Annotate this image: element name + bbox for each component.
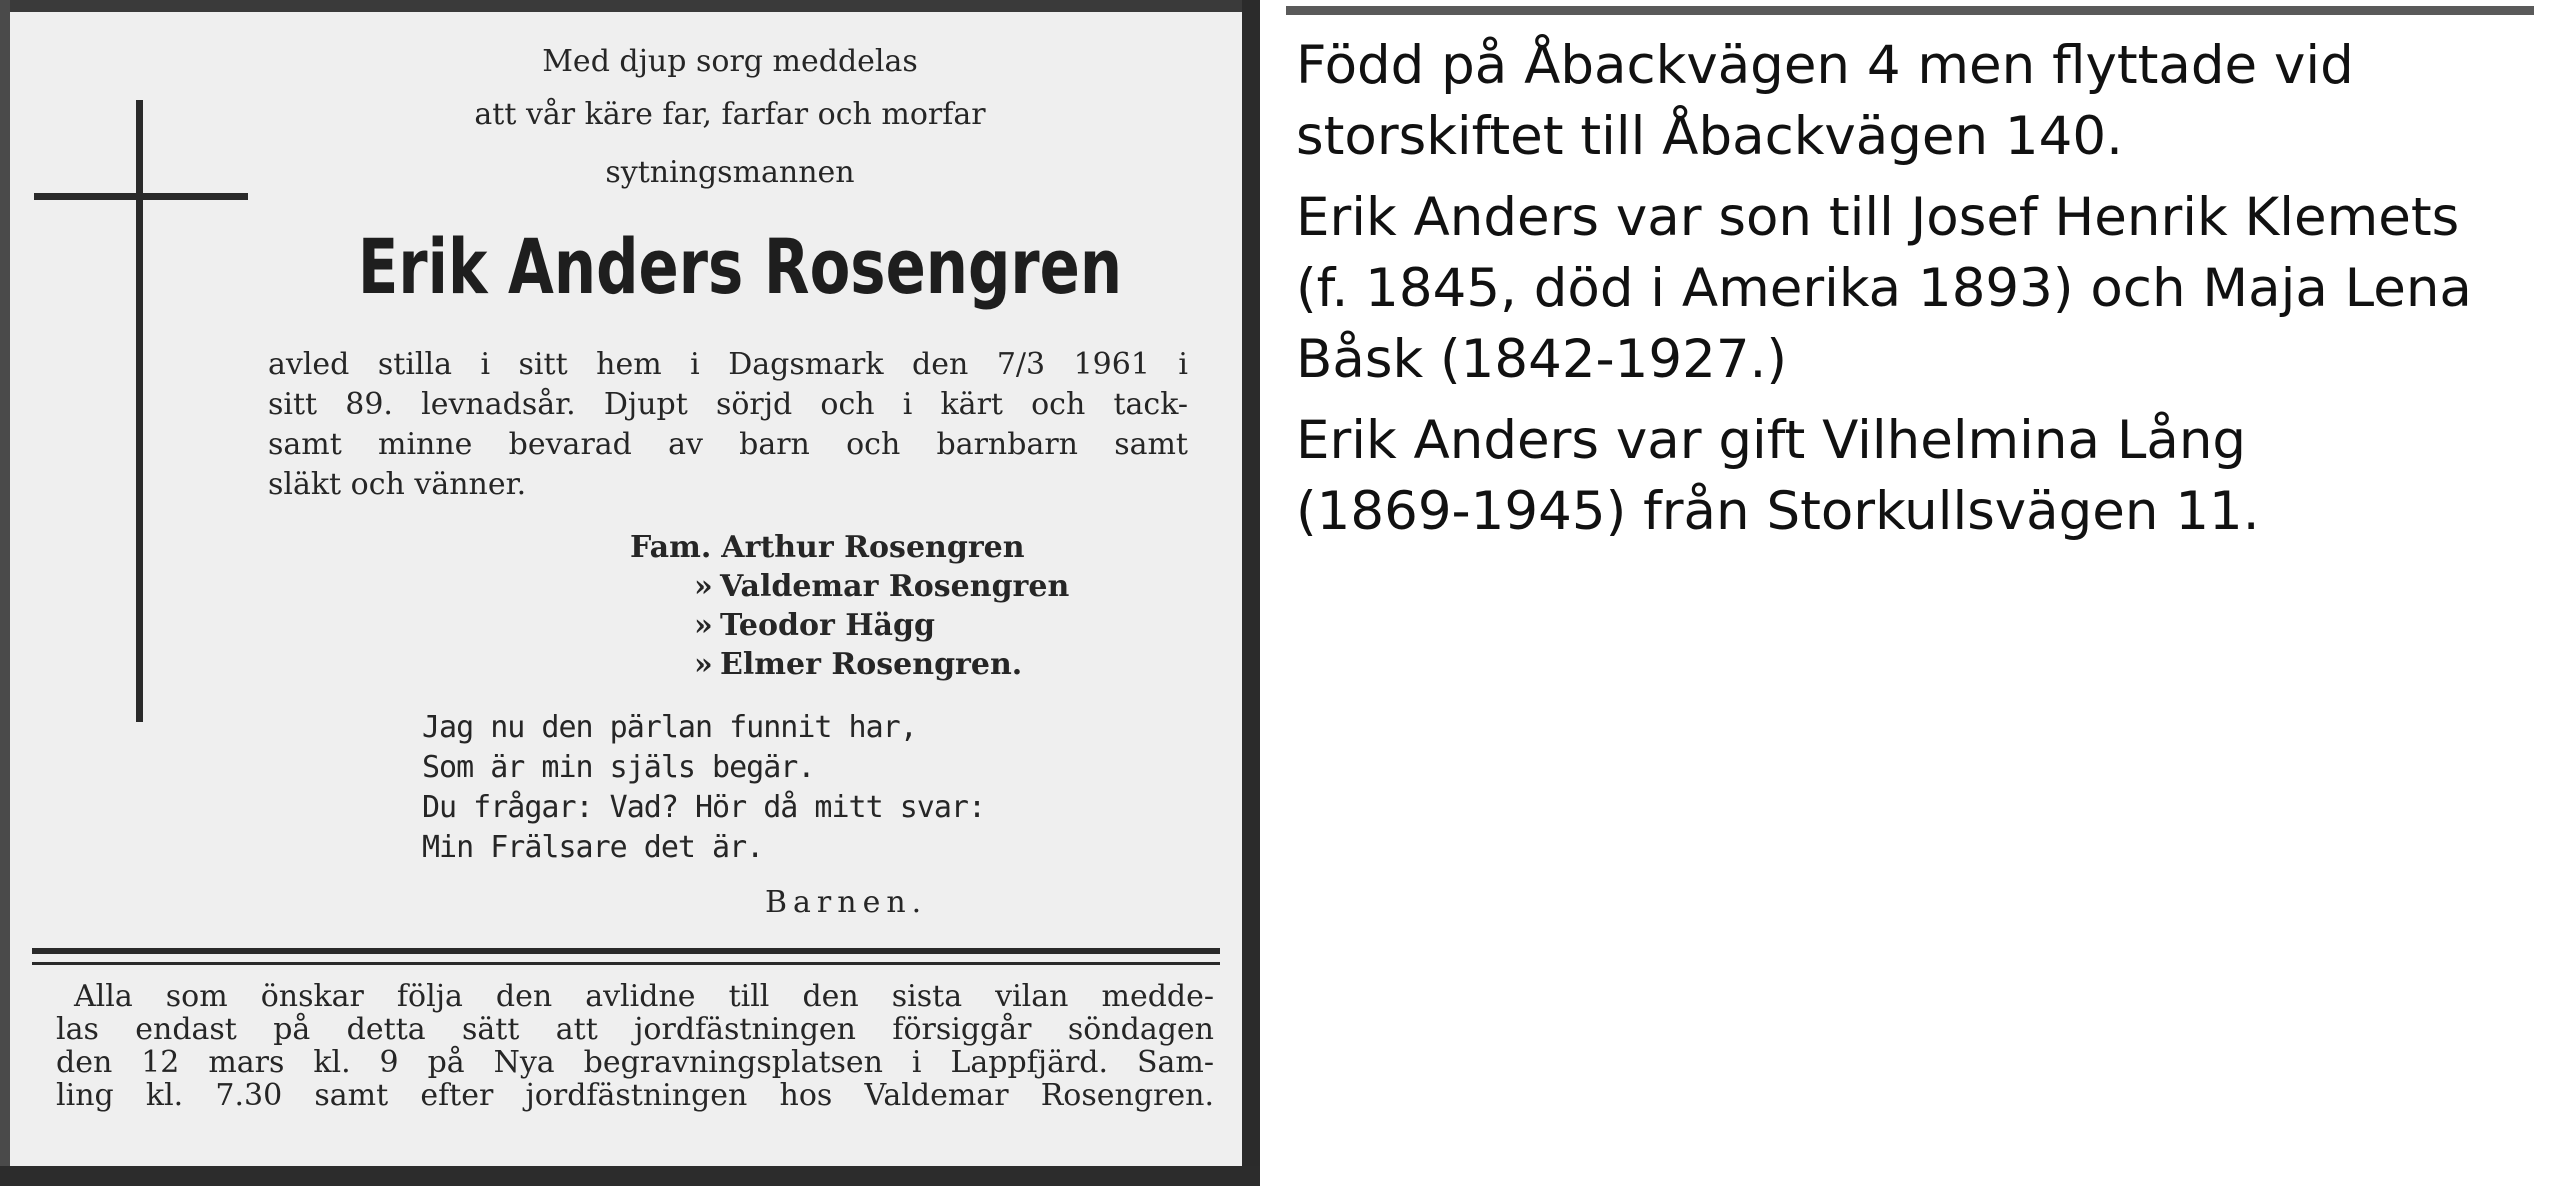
verse-line: Du frågar: Vad? Hör då mitt svar: (422, 790, 986, 825)
family-name: Valdemar Rosengren (720, 569, 1070, 604)
biography-notes (1296, 30, 2536, 557)
notice-line: las endast på detta sätt att jordfästningen försiggår söndagen (56, 1012, 1214, 1047)
family-name: Elmer Rosengren. (720, 647, 1023, 682)
signature: Barnen. (765, 885, 928, 920)
note-paragraph (1296, 405, 2536, 547)
verse (422, 708, 985, 868)
intro-line: Med djup sorg meddelas (542, 44, 918, 79)
note-line: Erik Anders var gift Vilhelmina Lång (1296, 410, 2247, 471)
intro-line: att vår käre far, farfar och morfar (474, 97, 986, 132)
family-mark: Fam. (630, 530, 712, 565)
notice-line: den 12 mars kl. 9 på Nya begravningsplatsen i Lappfjärd. Sam- (56, 1045, 1214, 1080)
obituary-body (268, 345, 1188, 505)
note-line: Född på Åbackvägen 4 men flyttade vid (1296, 35, 2354, 96)
note-line: storskiftet till Åbackvägen 140. (1296, 106, 2123, 167)
family-mark: » (694, 647, 713, 682)
note-line: Båsk (1842-1927.) (1296, 329, 1788, 390)
family-row (630, 528, 1069, 567)
note-line: (f. 1845, död i Amerika 1893) och Maja Lena (1296, 258, 2472, 319)
clipping-border-top (0, 0, 1260, 12)
clipping-border-left (0, 0, 10, 1186)
funeral-notice (56, 980, 1214, 1112)
family-mark: » (694, 608, 713, 643)
body-line: avled stilla i sitt hem i Dagsmark den 7/3 1961 i (268, 347, 1188, 382)
note-paragraph (1296, 30, 2536, 172)
family-row (630, 645, 1069, 684)
family-mark: » (694, 569, 713, 604)
body-line: samt minne bevarad av barn och barnbarn samt (268, 427, 1188, 462)
notes-top-rule (1286, 6, 2534, 15)
cross-icon-bar (34, 193, 248, 200)
verse-line: Min Frälsare det är. (422, 830, 764, 865)
clipping-border-right (1242, 0, 1260, 1186)
note-paragraph (1296, 182, 2536, 395)
body-line: sitt 89. levnadsår. Djupt sörjd och i kärt och tack- (268, 387, 1188, 422)
verse-line: Jag nu den pärlan funnit har, (422, 710, 917, 745)
clipping-border-bottom (0, 1166, 1260, 1186)
note-line: (1869-1945) från Storkullsvägen 11. (1296, 481, 2260, 542)
notice-line: ling kl. 7.30 samt efter jordfästningen hos Valdemar Rosengren. (56, 1078, 1214, 1113)
obituary-clipping (0, 0, 1260, 1186)
family-name: Arthur Rosengren (721, 530, 1025, 565)
body-line: släkt och vänner. (268, 467, 527, 502)
family-name: Teodor Hägg (720, 608, 935, 643)
family-list (630, 528, 1069, 684)
family-row (630, 606, 1069, 645)
notice-line: Alla som önskar följa den avlidne till den sista vilan medde- (74, 979, 1214, 1014)
deceased-name: Erik Anders Rosengren (357, 222, 1123, 311)
divider (32, 962, 1220, 965)
verse-line: Som är min själs begär. (422, 750, 815, 785)
intro-line: sytningsmannen (605, 155, 855, 190)
note-line: Erik Anders var son till Josef Henrik Klemets (1296, 187, 2460, 248)
divider (32, 948, 1220, 954)
family-row (630, 567, 1069, 606)
